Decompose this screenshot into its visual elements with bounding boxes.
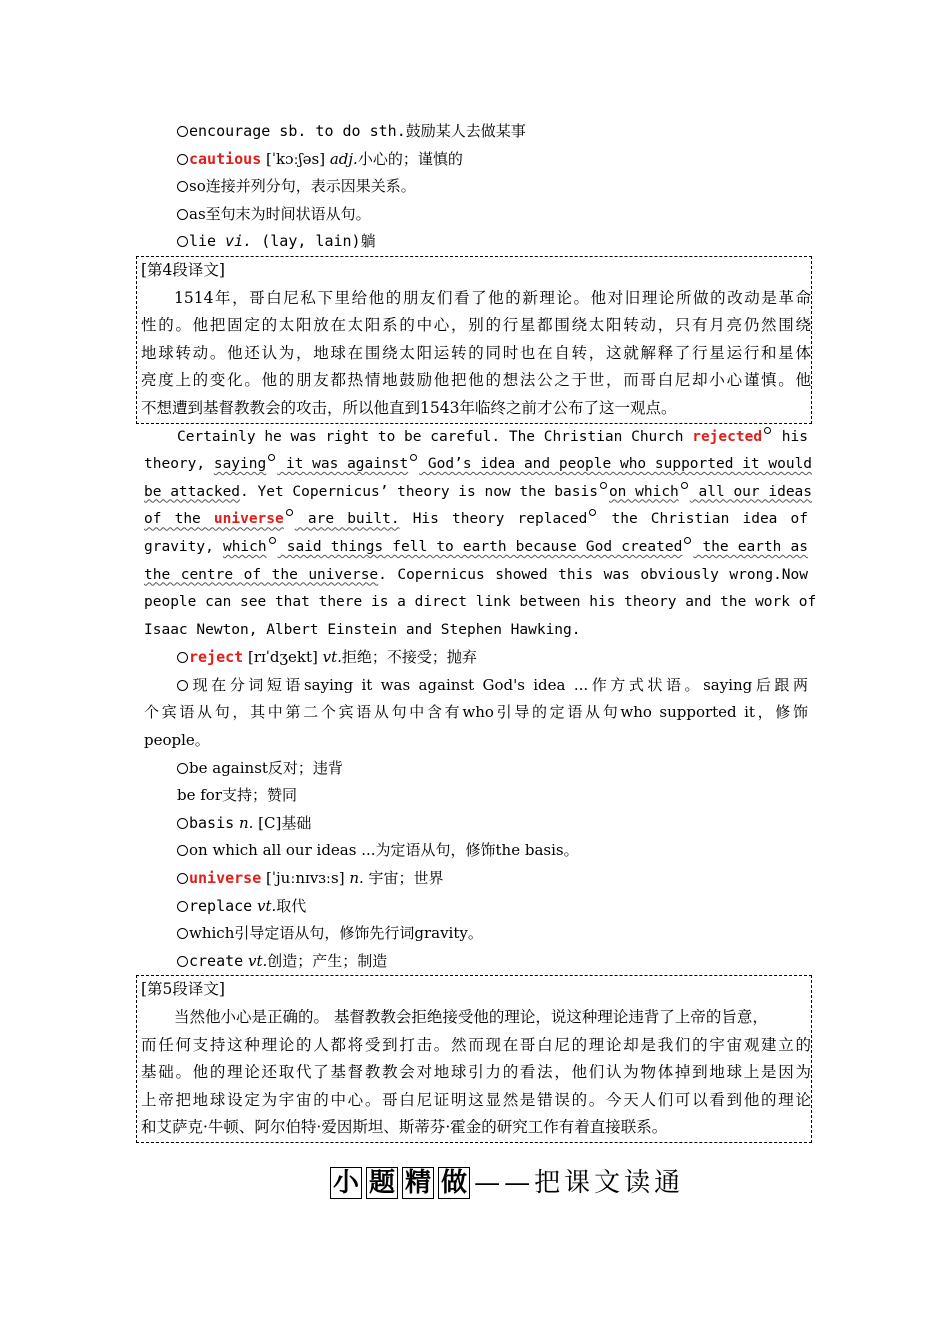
title-rest: 把课文读通 (534, 1168, 685, 1198)
note-against: be against反对；违背 (144, 755, 808, 783)
note-marker-icon (269, 537, 276, 544)
translation-line: 而任何支持这种理论的人都将受到打击。然而现在哥白尼的理论却是我们的宇宙观建立的 (141, 1035, 811, 1054)
circle-bullet-icon (177, 928, 188, 939)
translation-line: 当然他小心是正确的。 基督教教会拒绝接受他的理论，说这种理论违背了上帝的旨意， (174, 1008, 768, 1026)
note-marker-icon (684, 537, 691, 544)
note-which: which引导定语从句，修饰先行词gravity。 (144, 920, 808, 948)
note-befor: be for支持；赞同 (177, 786, 298, 805)
circle-bullet-icon (177, 236, 188, 247)
note-reject: reject [rɪˈdʒekt] vt.拒绝；不接受；抛弃 (144, 644, 808, 672)
translation-line: 地球转动。他还认为，地球在围绕太阳运转的同时也在自转，这就解释了行星运行和星体 (141, 343, 811, 362)
translation-box-5 (136, 975, 812, 1143)
note-encourage: encourage sb. to do sth.鼓励某人去做某事 (144, 118, 808, 146)
title-char: 题 (366, 1167, 398, 1199)
title-char: 做 (438, 1167, 470, 1199)
note-marker-icon (681, 482, 688, 489)
note-universe: universe [ˈjuːnɪvɜːs] n. 宇宙；世界 (144, 865, 808, 893)
circle-bullet-icon (177, 181, 188, 192)
note-basis: basis n. [C]基础 (144, 810, 808, 838)
note-onwhich: on which all our ideas ...为定语从句，修饰the basis。 (144, 837, 808, 865)
vocab-word: cautious (189, 149, 262, 168)
note-participle: 现在分词短语saying it was against God's idea ...作方式状语。saying后跟两 (144, 672, 808, 700)
meaning: 小心的；谨慎的 (357, 149, 463, 168)
translation-line: 1514年，哥白尼私下里给他的朋友们看了他的新理论。他对旧理论所做的改动是革命 (174, 288, 811, 307)
section-title (330, 1163, 684, 1203)
box-heading: [第5段译文] (141, 980, 225, 999)
circle-bullet-icon (177, 956, 188, 967)
english-line: Isaac Newton, Albert Einstein and Stephen Hawking. (144, 621, 581, 638)
english-paragraph (144, 424, 817, 645)
note-as: as至句末为时间状语从句。 (144, 201, 808, 229)
english-line: Certainly he was right to be careful. The Christian Church rejected his (177, 428, 808, 445)
circle-bullet-icon (177, 126, 188, 137)
note-participle-cont: people。 (144, 731, 210, 750)
translation-line: 和艾萨克·牛顿、阿尔伯特·爱因斯坦、斯蒂芬·霍金的研究工作有着直接联系。 (141, 1118, 668, 1137)
circle-bullet-icon (177, 154, 188, 165)
note-marker-icon (410, 454, 417, 461)
note-so: so连接并列分句，表示因果关系。 (144, 173, 808, 201)
circle-bullet-icon (177, 209, 188, 220)
page-content (141, 118, 817, 1143)
part-of-speech: adj. (329, 149, 358, 168)
note-cautious (144, 146, 808, 174)
circle-bullet-icon (177, 652, 188, 663)
translation-line: 不想遭到基督教教会的攻击，所以他直到1543年临终之前才公布了这一观点。 (141, 398, 677, 417)
circle-bullet-icon (177, 763, 188, 774)
vocab-universe: universe (213, 511, 284, 528)
phonetic: [ˈkɔːʃəs] (266, 149, 326, 168)
english-line: of the universe are built. His theory replaced the Christian idea of (144, 511, 808, 528)
title-char: 小 (330, 1167, 362, 1199)
translation-line: 性的。他把固定的太阳放在太阳系的中心，别的行星都围绕太阳转动，只有月亮仍然围绕 (141, 316, 811, 335)
title-dash: —— (474, 1168, 535, 1198)
circle-bullet-icon (177, 845, 188, 856)
note-marker-icon (286, 509, 293, 516)
translation-line: 亮度上的变化。他的朋友都热情地鼓励他把他的想法公之于世，而哥白尼却小心谨慎。他 (141, 371, 811, 390)
english-line: gravity, which said things fell to earth because God created the earth as (144, 538, 808, 555)
translation-box-4 (136, 256, 812, 424)
box-heading: [第4段译文] (141, 260, 225, 279)
english-line: people can see that there is a direct link between his theory and the work of (144, 594, 817, 611)
circle-bullet-icon (177, 680, 188, 691)
english-line: be attacked. Yet Copernicus’ theory is now the basis on which all our ideas (144, 483, 813, 500)
note-marker-icon (600, 482, 607, 489)
circle-bullet-icon (177, 901, 188, 912)
note-create: create vt.创造；产生；制造 (144, 948, 808, 976)
translation-line: 基础。他的理论还取代了基督教教会对地球引力的看法，他们认为物体掉到地球上是因为 (141, 1063, 811, 1082)
note-replace: replace vt.取代 (144, 893, 808, 921)
note-lie: lie vi. (lay, lain)躺 (144, 228, 808, 256)
title-char: 精 (402, 1167, 434, 1199)
english-line: the centre of the universe. Copernicus showed this was obviously wrong.Now (144, 566, 808, 583)
circle-bullet-icon (177, 818, 188, 829)
translation-line: 上帝把地球设定为宇宙的中心。哥白尼证明这显然是错误的。今天人们可以看到他的理论 (141, 1090, 811, 1109)
note-marker-icon (268, 454, 275, 461)
note-marker-icon (764, 427, 771, 434)
note-marker-icon (589, 509, 596, 516)
circle-bullet-icon (177, 873, 188, 884)
note-participle-cont: 个宾语从句，其中第二个宾语从句中含有who引导的定语从句who supported it，修饰 (144, 703, 808, 722)
vocab-rejected: rejected (692, 428, 763, 445)
english-line: theory, saying it was against God’s idea and people who supported it would (144, 456, 813, 473)
